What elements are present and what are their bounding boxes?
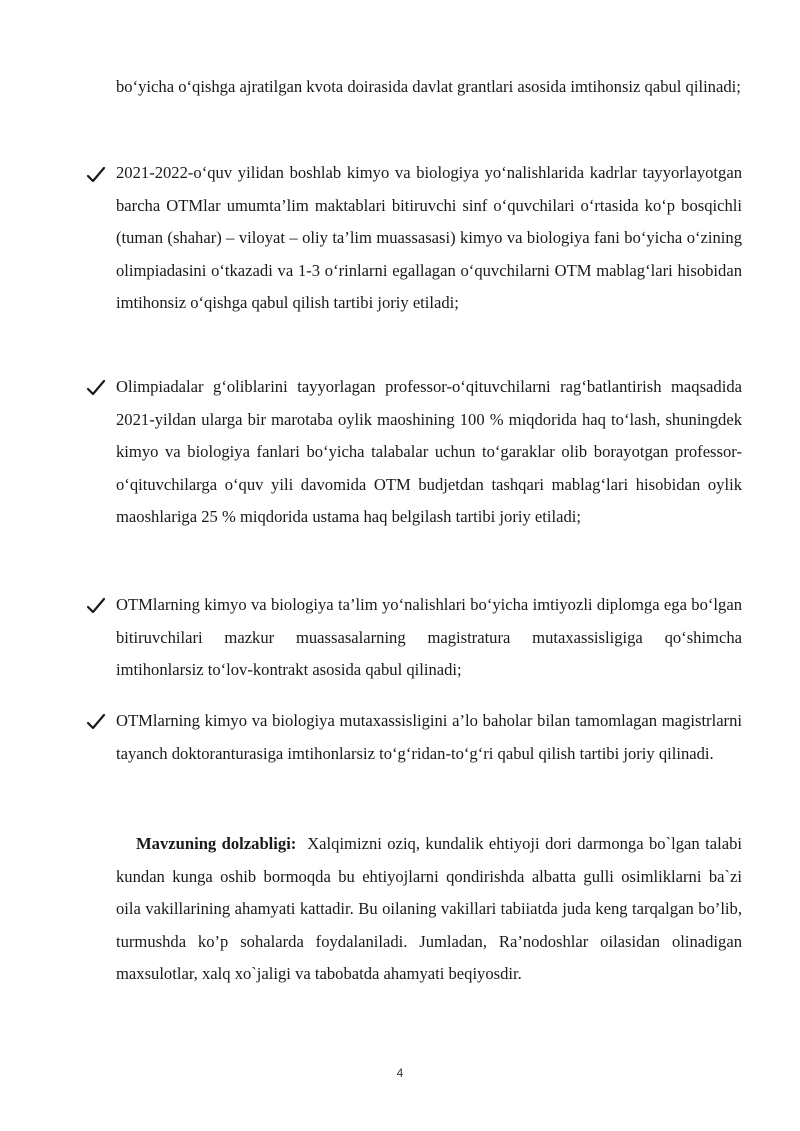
section-body: Xalqimizni oziq, kundalik ehtiyoji dori darmonga bo`lgan talabi kundan kunga oshib bormoqda bu ehtiyojlarni qondirishda albatta gulli osimliklarni ba`zi oila vakillarining ahamyati kattadir. Bu oilaning vakillari tabiiatda juda keng tarqalgan bo’lib, turmushda ko’p sohalarda foydalaniladi. Jumladan, Ra’nodoshlar oilasidan olinadigan maxsulotlar, xalq xo`jaligi va tabobatda ahamyati beqiyosdir.	[116, 834, 755, 984]
checkmark-icon	[86, 165, 108, 187]
relevance-section	[116, 828, 755, 991]
checkmark-icon	[86, 596, 108, 618]
bullet-paragraph-2: Olimpiadalar g‘oliblarini tayyorlagan professor-o‘qituvchilarni rag‘batlantirish maqsadida 2021-yildan ularga bir marotaba oylik maoshining 100 % miqdorida haq to‘lash, shuningdek kimyo va biologiya fanlari bo‘yicha talabalar uchun to‘garaklar olib borayotgan professor-o‘qituvchilarga o‘quv yili davomida OTM budjetdan tashqari mablag‘lari hisobidan oylik maoshlariga 25 % miqdorida ustama haq belgilash tartibi joriy etiladi;	[116, 377, 742, 527]
page-number: 4	[396, 1066, 404, 1080]
bullet-paragraph-1: 2021-2022-o‘quv yilidan boshlab kimyo va biologiya yo‘nalishlarida kadrlar tayyorlayotgan barcha OTMlar umumta’lim maktablari bitiruvchi sinf o‘quvchilari o‘rtasida ko‘p bosqichli (tuman (shahar) – viloyat – oliy ta’lim muassasasi) kimyo va biologiya fani bo‘yicha o‘zining olimpiadasini o‘tkazadi va 1-3 o‘rinlarni egallagan o‘quvchilarni OTM mablag‘lari hisobidan imtihonsiz o‘qishga qabul qilish tartibi joriy etiladi;	[116, 163, 742, 313]
bullet-paragraph-3: OTMlarning kimyo va biologiya ta’lim yo‘nalishlari bo‘yicha imtiyozli diplomga ega bo‘lgan bitiruvchilari mazkur muassasalarning magistratura mutaxassisligiga qo‘shimcha imtihonlarsiz to‘lov-kontrakt asosida qabul qilinadi;	[116, 595, 742, 680]
checkmark-icon	[86, 378, 108, 400]
bullet-paragraph-4: OTMlarning kimyo va biologiya mutaxassisligini a’lo baholar bilan tamomlagan magistrlarni tayanch doktoranturasiga imtihonlarsiz to‘g‘ridan-to‘g‘ri qabul qilish tartibi joriy qilinadi.	[116, 711, 742, 763]
checkmark-icon	[86, 712, 108, 734]
continuation-paragraph: bo‘yicha o‘qishga ajratilgan kvota doirasida davlat grantlari asosida imtihonsiz qabul qilinadi;	[116, 77, 741, 96]
section-heading: Mavzuning dolzabligi:	[136, 834, 297, 853]
